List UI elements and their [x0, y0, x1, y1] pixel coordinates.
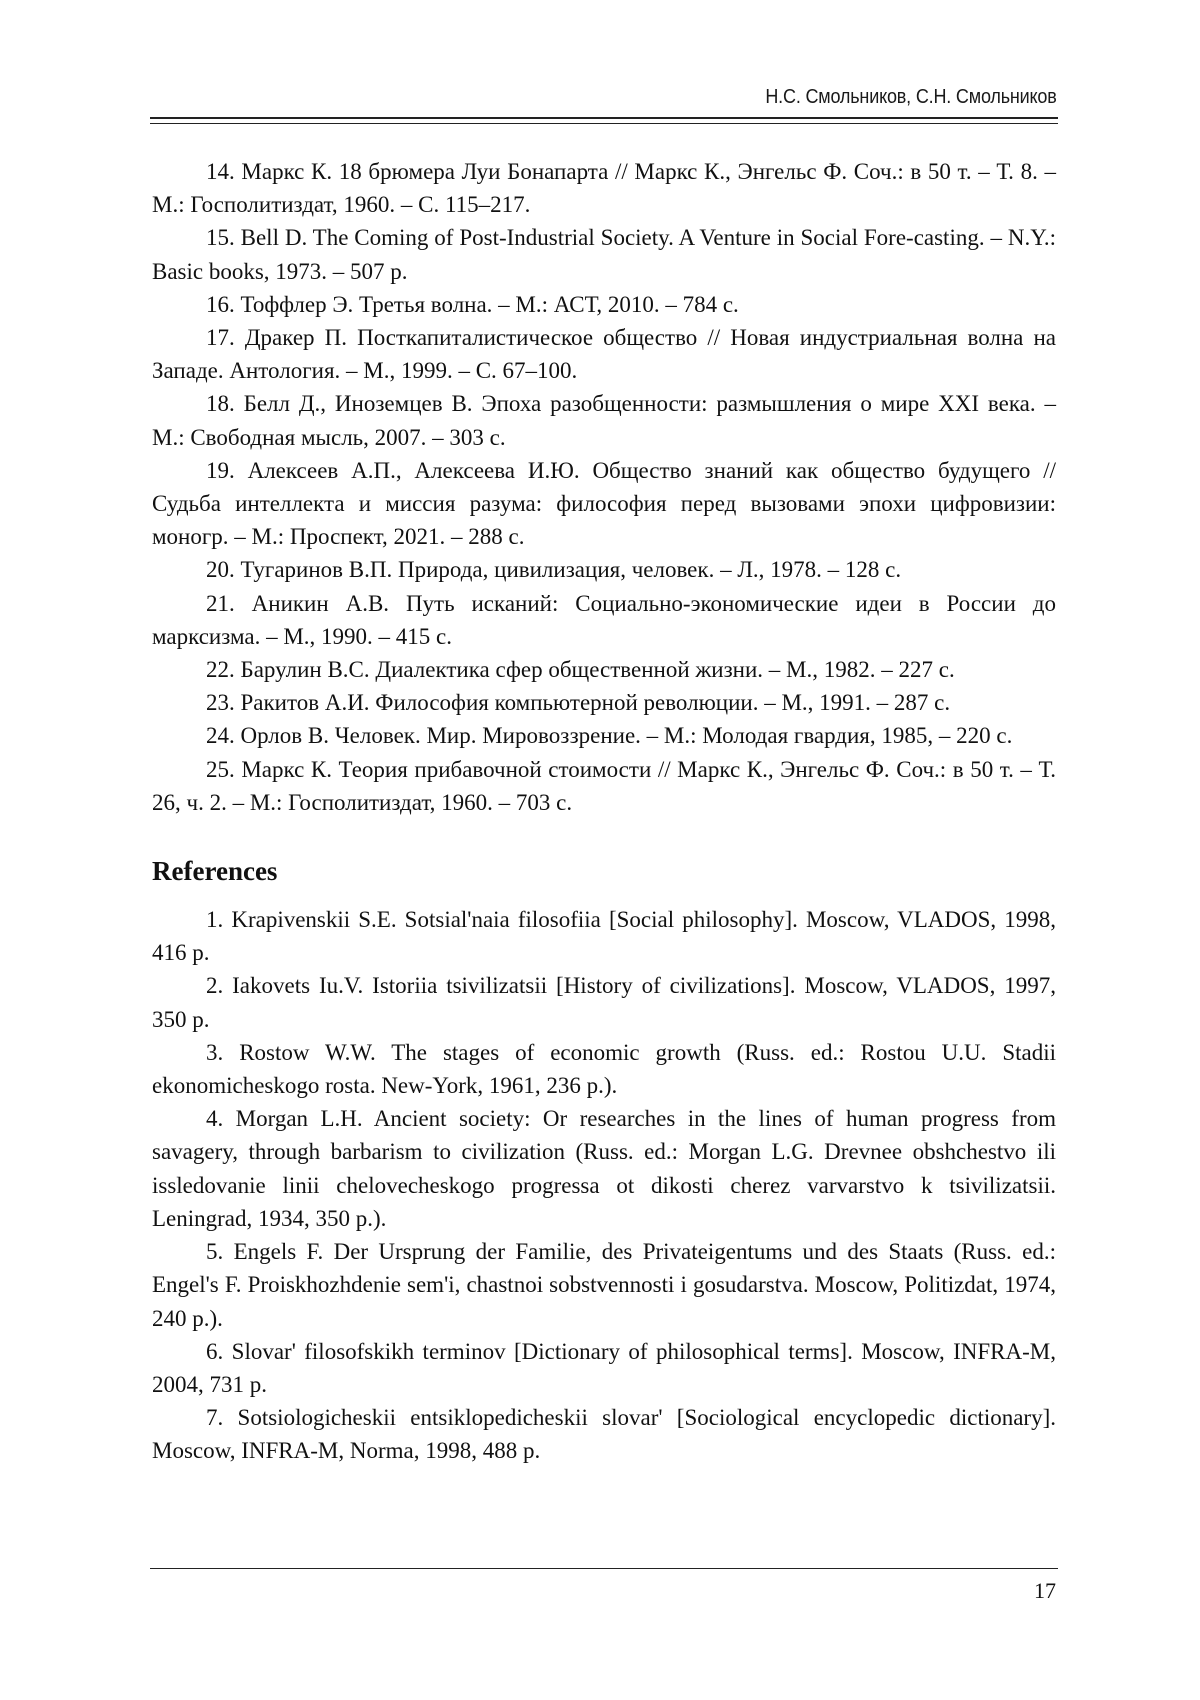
footer-rule: [150, 1568, 1058, 1569]
reference-ru-18: 18. Белл Д., Иноземцев В. Эпоха разобщенности: размышления о мире XXI века. – М.: Свободная мысль, 2007. – 303 с.: [152, 391, 1056, 450]
reference-en-4: 4. Morgan L.H. Ancient society: Or researches in the lines of human progress from savagery, through barbarism to civilization (Russ. ed.: Morgan L.G. Drevnee obshchestvo ili issledovanie linii chelovecheskogo progressa ot dikosti cherez varvarstvo k tsivilizatsii. Leningrad, 1934, 350 p.).: [152, 1106, 1056, 1231]
reference-en-5: 5. Engels F. Der Ursprung der Familie, des Privateigentums und des Staats (Russ. ed.: Engel's F. Proiskhozhdenie sem'i, chastnoi sobstvennosti i gosudarstva. Moscow, Politizdat, 1974, 240 p.).: [152, 1239, 1056, 1331]
reference-ru-14: 14. Маркс К. 18 брюмера Луи Бонапарта // Маркс К., Энгельс Ф. Соч.: в 50 т. – Т. 8. – М.: Госполитиздат, 1960. – С. 115–217.: [152, 159, 1056, 218]
reference-ru-17: 17. Дракер П. Посткапиталистическое общество // Новая индустриальная волна на Западе. Антология. – М., 1999. – С. 67–100.: [152, 325, 1056, 384]
reference-ru-19: 19. Алексеев А.П., Алексеева И.Ю. Общество знаний как общество будущего // Судьба интеллекта и миссия разума: философия перед вызовами эпохи цифровизии: моногр. – М.: Проспект, 2021. – 288 с.: [152, 457, 1056, 550]
reference-ru-15: 15. Bell D. The Coming of Post-Industrial Society. A Venture in Social Fore-casting. – N.Y.: Basic books, 1973. – 507 p.: [152, 225, 1056, 284]
reference-en-6: 6. Slovar' filosofskikh terminov [Dictionary of philosophical terms]. Moscow, INFRA-M, 2004, 731 p.: [152, 1338, 1056, 1397]
reference-en-3: 3. Rostow W.W. The stages of economic growth (Russ. ed.: Rostou U.U. Stadii ekonomicheskogo rosta. New-York, 1961, 236 p.).: [152, 1039, 1056, 1099]
header-rule-thick: [150, 117, 1058, 119]
running-header-authors: Н.С. Смольников, С.Н. Смольников: [765, 86, 1057, 108]
reference-en-1: 1. Krapivenskii S.E. Sotsial'naia filosofiia [Social philosophy]. Moscow, VLADOS, 1998, 416 p.: [152, 907, 1056, 966]
reference-ru-20: 20. Тугаринов В.П. Природа, цивилизация, человек. – Л., 1978. – 128 с.: [206, 557, 902, 583]
page-body: [152, 155, 1056, 1468]
reference-ru-21: 21. Аникин А.В. Путь исканий: Социально-экономические идеи в России до марксизма. – М., 1990. – 415 с.: [152, 590, 1056, 649]
header-rule-thin: [150, 123, 1058, 124]
references-ru-list: [152, 155, 1056, 819]
references-heading: References: [152, 856, 278, 887]
page-number: 17: [1034, 1578, 1056, 1603]
references-en-list: [152, 903, 1056, 1467]
reference-ru-25: 25. Маркс К. Теория прибавочной стоимости // Маркс К., Энгельс Ф. Соч.: в 50 т. – Т. 26, ч. 2. – М.: Госполитиздат, 1960. – 703 с.: [152, 756, 1056, 815]
reference-en-2: 2. Iakovets Iu.V. Istoriia tsivilizatsii [History of civilizations]. Moscow, VLADOS, 1997, 350 p.: [152, 973, 1056, 1032]
reference-ru-24: 24. Орлов В. Человек. Мир. Мировоззрение. – М.: Молодая гвардия, 1985, – 220 с.: [206, 723, 1013, 749]
reference-en-7: 7. Sotsiologicheskii entsiklopedicheskii slovar' [Sociological encyclopedic dictionary]. Moscow, INFRA-M, Norma, 1998, 488 p.: [152, 1405, 1056, 1464]
reference-ru-22: 22. Барулин В.С. Диалектика сфер общественной жизни. – М., 1982. – 227 с.: [206, 657, 955, 683]
reference-ru-16: 16. Тоффлер Э. Третья волна. – М.: АСТ, 2010. – 784 с.: [206, 291, 739, 317]
reference-ru-23: 23. Ракитов А.И. Философия компьютерной революции. – М., 1991. – 287 с.: [206, 690, 951, 716]
